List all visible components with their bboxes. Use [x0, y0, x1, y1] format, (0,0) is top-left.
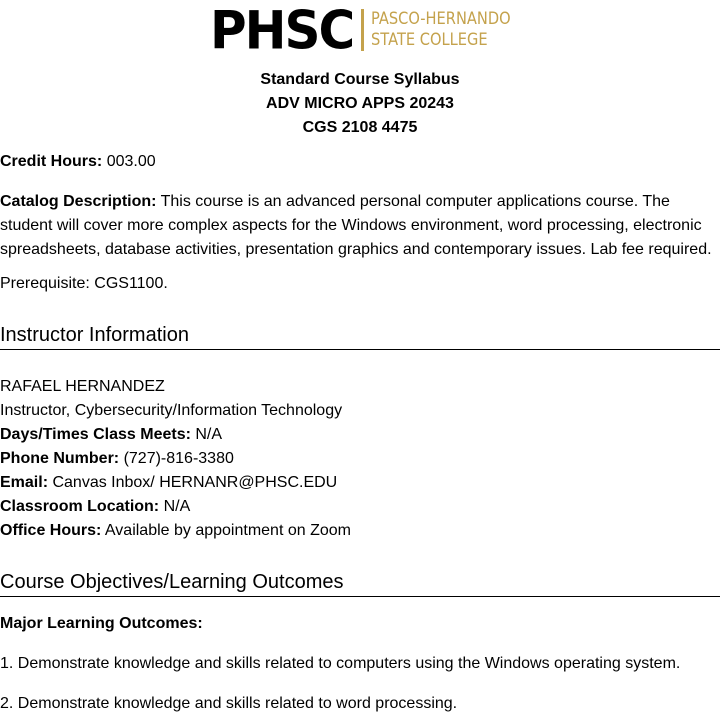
credit-hours-label: Credit Hours:: [0, 153, 103, 170]
course-name: ADV MICRO APPS 20243: [266, 95, 454, 112]
catalog-description-label: Catalog Description:: [0, 193, 157, 210]
instructor-title: Instructor, Cybersecurity/Information Technology: [0, 402, 343, 419]
office-hours-label: Office Hours:: [0, 522, 102, 539]
objectives-section-heading: Course Objectives/Learning Outcomes: [0, 569, 720, 597]
classroom-location-value: N/A: [163, 498, 191, 515]
phsc-logo: [210, 0, 511, 61]
office-hours-value: Available by appointment on Zoom: [104, 522, 351, 539]
major-learning-outcomes-label: Major Learning Outcomes:: [0, 615, 203, 632]
course-code: CGS 2108 4475: [302, 119, 418, 136]
catalog-description-text: This course is an advanced personal computer applications course. The student will cover more complex aspects for the Windows environment, word processing, electronic spreadsheets, database activities, presentation graphics and contemporary issues. Lab fee required.: [0, 193, 712, 258]
instructor-name: RAFAEL HERNANDEZ: [0, 378, 165, 395]
class-meeting-times-value: N/A: [195, 426, 223, 443]
credit-hours: [0, 150, 720, 174]
credit-hours-value: 003.00: [106, 153, 156, 170]
class-meeting-times-label: Days/Times Class Meets:: [0, 426, 191, 443]
logo-divider: [361, 9, 364, 51]
classroom-location-label: Classroom Location:: [0, 498, 160, 515]
phone-number: [0, 447, 720, 471]
logo-abbreviation: PHSC: [210, 0, 354, 61]
phone-number-value: (727)-816-3380: [123, 450, 234, 467]
instructor-section-heading: Instructor Information: [0, 322, 720, 350]
logo-name-line-1: PASCO-HERNANDO: [371, 9, 511, 29]
prerequisite: Prerequisite: CGS1100.: [0, 275, 168, 292]
learning-outcome-item: 1. Demonstrate knowledge and skills related to computers using the Windows operating system.: [0, 655, 681, 672]
classroom-location: [0, 495, 720, 519]
email: [0, 471, 720, 495]
email-value: Canvas Inbox/ HERNANR@PHSC.EDU: [52, 474, 338, 491]
class-meeting-times: [0, 423, 720, 447]
office-hours: [0, 519, 720, 543]
document-title: Standard Course Syllabus: [260, 71, 460, 88]
phone-number-label: Phone Number:: [0, 450, 120, 467]
learning-outcome-item: 2. Demonstrate knowledge and skills related to word processing.: [0, 695, 458, 712]
email-label: Email:: [0, 474, 49, 491]
logo-name-line-2: STATE COLLEGE: [371, 30, 488, 50]
catalog-description: [0, 190, 720, 262]
